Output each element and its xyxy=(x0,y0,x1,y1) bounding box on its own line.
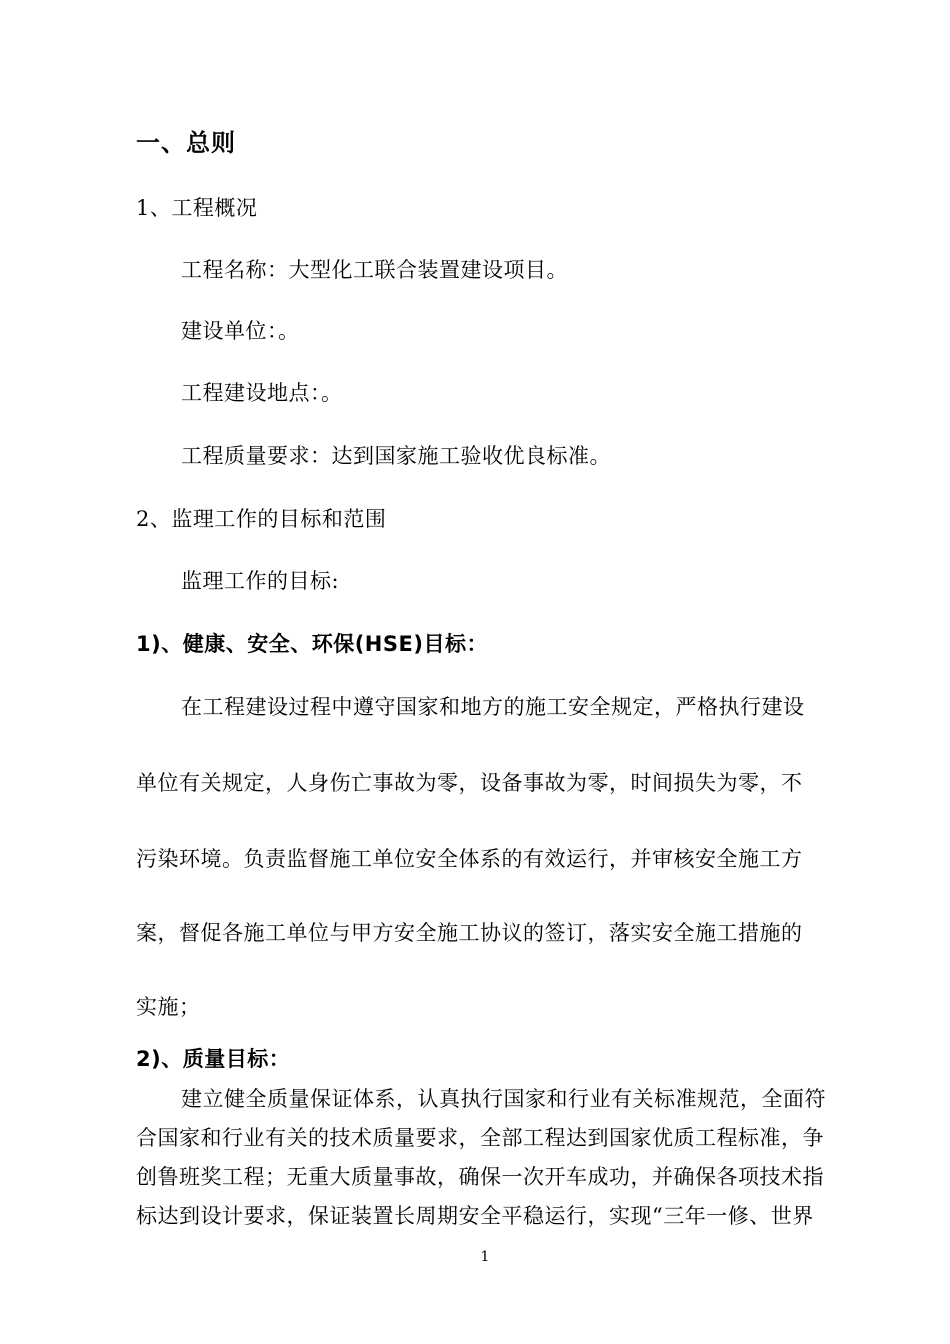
quality-paragraph-line: 创鲁班奖工程；无重大质量事故，确保一次开车成功，并确保各项技术指 xyxy=(136,1165,824,1189)
quality-paragraph-line: 建立健全质量保证体系，认真执行国家和行业有关标准规范，全面符 xyxy=(181,1087,826,1111)
subsection-heading-goals-scope: 2、监理工作的目标和范围 xyxy=(136,507,387,531)
hse-paragraph-line: 在工程建设过程中遵守国家和地方的施工安全规定，严格执行建设 xyxy=(181,695,805,719)
owner-line: 建设单位：。 xyxy=(181,319,300,343)
hse-paragraph-line: 案，督促各施工单位与甲方安全施工协议的签订，落实安全施工措施的 xyxy=(136,921,803,945)
page-number: 1 xyxy=(480,1249,490,1265)
hse-paragraph-line: 实施； xyxy=(136,995,201,1019)
hse-paragraph-line: 污染环境。负责监督施工单位安全体系的有效运行，并审核安全施工方 xyxy=(136,847,803,871)
quality-paragraph-line: 标达到设计要求，保证装置长周期安全平稳运行，实现“三年一修、世界 xyxy=(136,1204,814,1228)
section-title: 一、总则 xyxy=(136,129,236,157)
quality-goal-heading: 2)、质量目标： xyxy=(136,1047,291,1071)
quality-paragraph-line: 合国家和行业有关的技术质量要求，全部工程达到国家优质工程标准，争 xyxy=(136,1126,824,1150)
subsection-heading-project-overview: 1、工程概况 xyxy=(136,196,258,220)
quality-requirement-line: 工程质量要求：达到国家施工验收优良标准。 xyxy=(181,444,611,468)
project-name-line: 工程名称：大型化工联合装置建设项目。 xyxy=(181,258,568,282)
location-line: 工程建设地点：。 xyxy=(181,381,343,405)
hse-paragraph-line: 单位有关规定，人身伤亡事故为零，设备事故为零，时间损失为零，不 xyxy=(136,771,803,795)
hse-heading: 1)、健康、安全、环保(HSE)目标： xyxy=(136,632,488,656)
goals-label: 监理工作的目标: xyxy=(181,569,340,593)
